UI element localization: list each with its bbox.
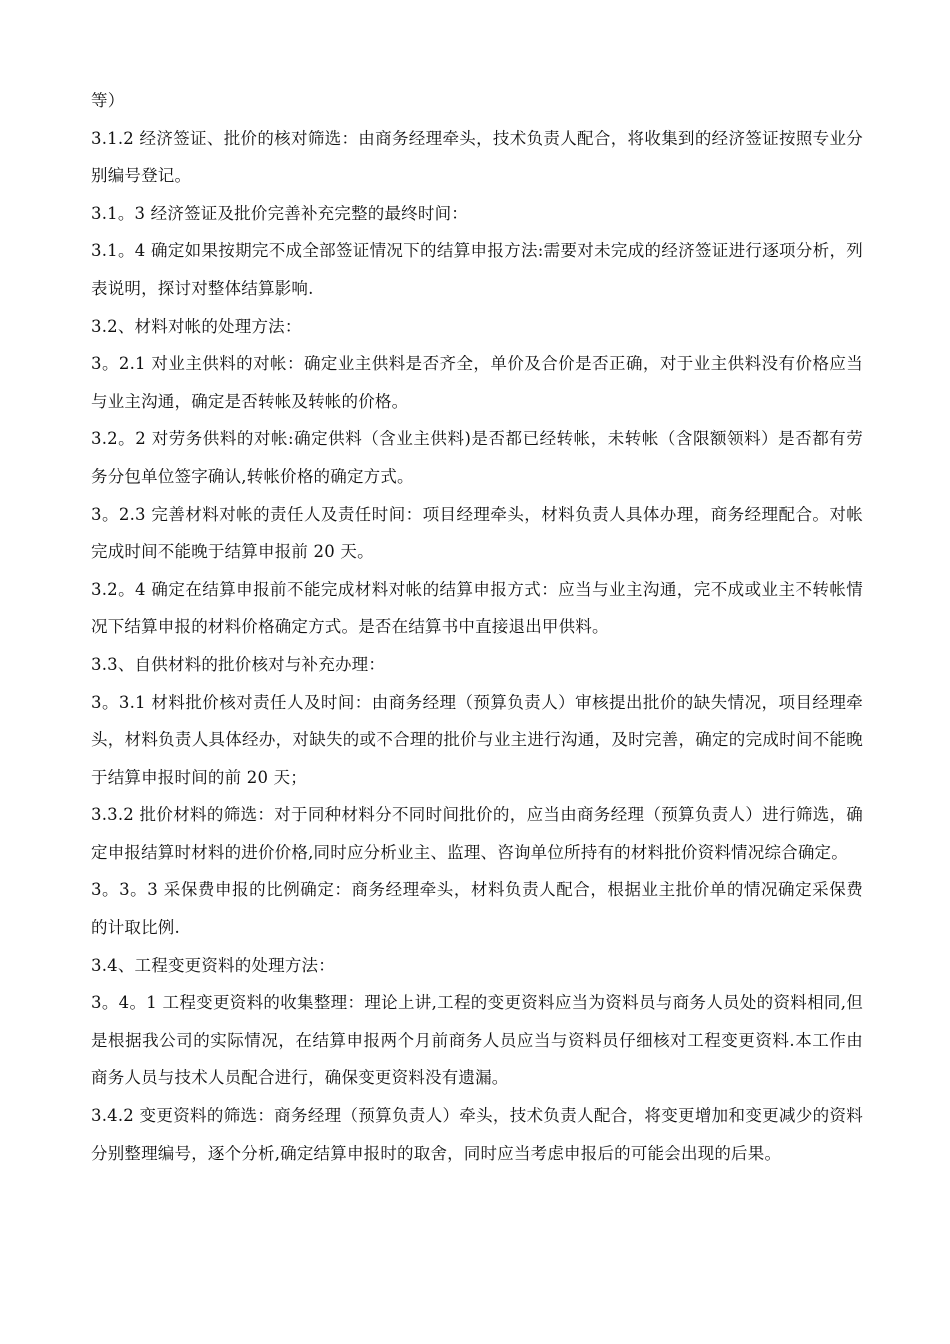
paragraph-3-1-4: 3.1。4 确定如果按期完不成全部签证情况下的结算申报方法:需要对未完成的经济签证进行逐项分析，列表说明，探讨对整体结算影响. [91,241,863,298]
paragraph-3-2-1: 3。2.1 对业主供料的对帐：确定业主供料是否齐全，单价及合价是否正确，对于业主供料没有价格应当与业主沟通，确定是否转帐及转帐的价格。 [91,354,863,411]
heading-3-3: 3.3、自供材料的批价核对与补充办理： [91,654,386,674]
paragraph-3-4-2: 3.4.2 变更资料的筛选：商务经理（预算负责人）牵头，技术负责人配合，将变更增加和变更减少的资料分别整理编号，逐个分析,确定结算申报时的取舍，同时应当考虑申报后的可能会出现的后果。 [91,1106,863,1163]
paragraph-3-3-3: 3。3。3 采保费申报的比例确定：商务经理牵头，材料负责人配合，根据业主批价单的情况确定采保费的计取比例. [91,880,863,938]
paragraph-3-4-1: 3。4。1 工程变更资料的收集整理：理论上讲,工程的变更资料应当为资料员与商务人员处的资料相同,但是根据我公司的实际情况，在结算申报两个月前商务人员应当与资料员仔细核对工程变更资料.本工作由商务人员与技术人员配合进行，确保变更资料没有遗漏。 [91,993,863,1088]
paragraph-3-1-3: 3.1。3 经济签证及批价完善补充完整的最终时间： [91,203,468,223]
paragraph-3-1-2: 3.1.2 经济签证、批价的核对筛选：由商务经理牵头，技术负责人配合，将收集到的经济签证按照专业分别编号登记。 [91,128,863,186]
paragraph-3-3-1: 3。3.1 材料批价核对责任人及时间：由商务经理（预算负责人）审核提出批价的缺失情况，项目经理牵头，材料负责人具体经办，对缺失的或不合理的批价与业主进行沟通，及时完善，确定的完成时间不能晚于结算申报时间的前 20 天； [91,692,863,787]
paragraph-continuation: 等） [91,91,125,110]
paragraph-3-3-2: 3.3.2 批价材料的筛选：对于同种材料分不同时间批价的，应当由商务经理（预算负责人）进行筛选，确定申报结算时材料的进价价格,同时应分析业主、监理、咨询单位所持有的材料批价资料情况综合确定。 [91,805,863,862]
document-body [91,82,863,1172]
paragraph-3-2-3: 3。2.3 完善材料对帐的责任人及责任时间：项目经理牵头，材料负责人具体办理，商务经理配合。对帐完成时间不能晚于结算申报前 20 天。 [91,504,863,562]
paragraph-3-2-2: 3.2。2 对劳务供料的对帐:确定供料（含业主供料)是否都已经转帐，未转帐（含限额领料）是否都有劳务分包单位签字确认,转帐价格的确定方式。 [91,429,863,486]
heading-3-2: 3.2、材料对帐的处理方法： [91,316,302,336]
paragraph-3-2-4: 3.2。4 确定在结算申报前不能完成材料对帐的结算申报方式：应当与业主沟通，完不成或业主不转帐情况下结算申报的材料价格确定方式。是否在结算书中直接退出甲供料。 [91,579,863,637]
heading-3-4: 3.4、工程变更资料的处理方法： [91,955,335,975]
